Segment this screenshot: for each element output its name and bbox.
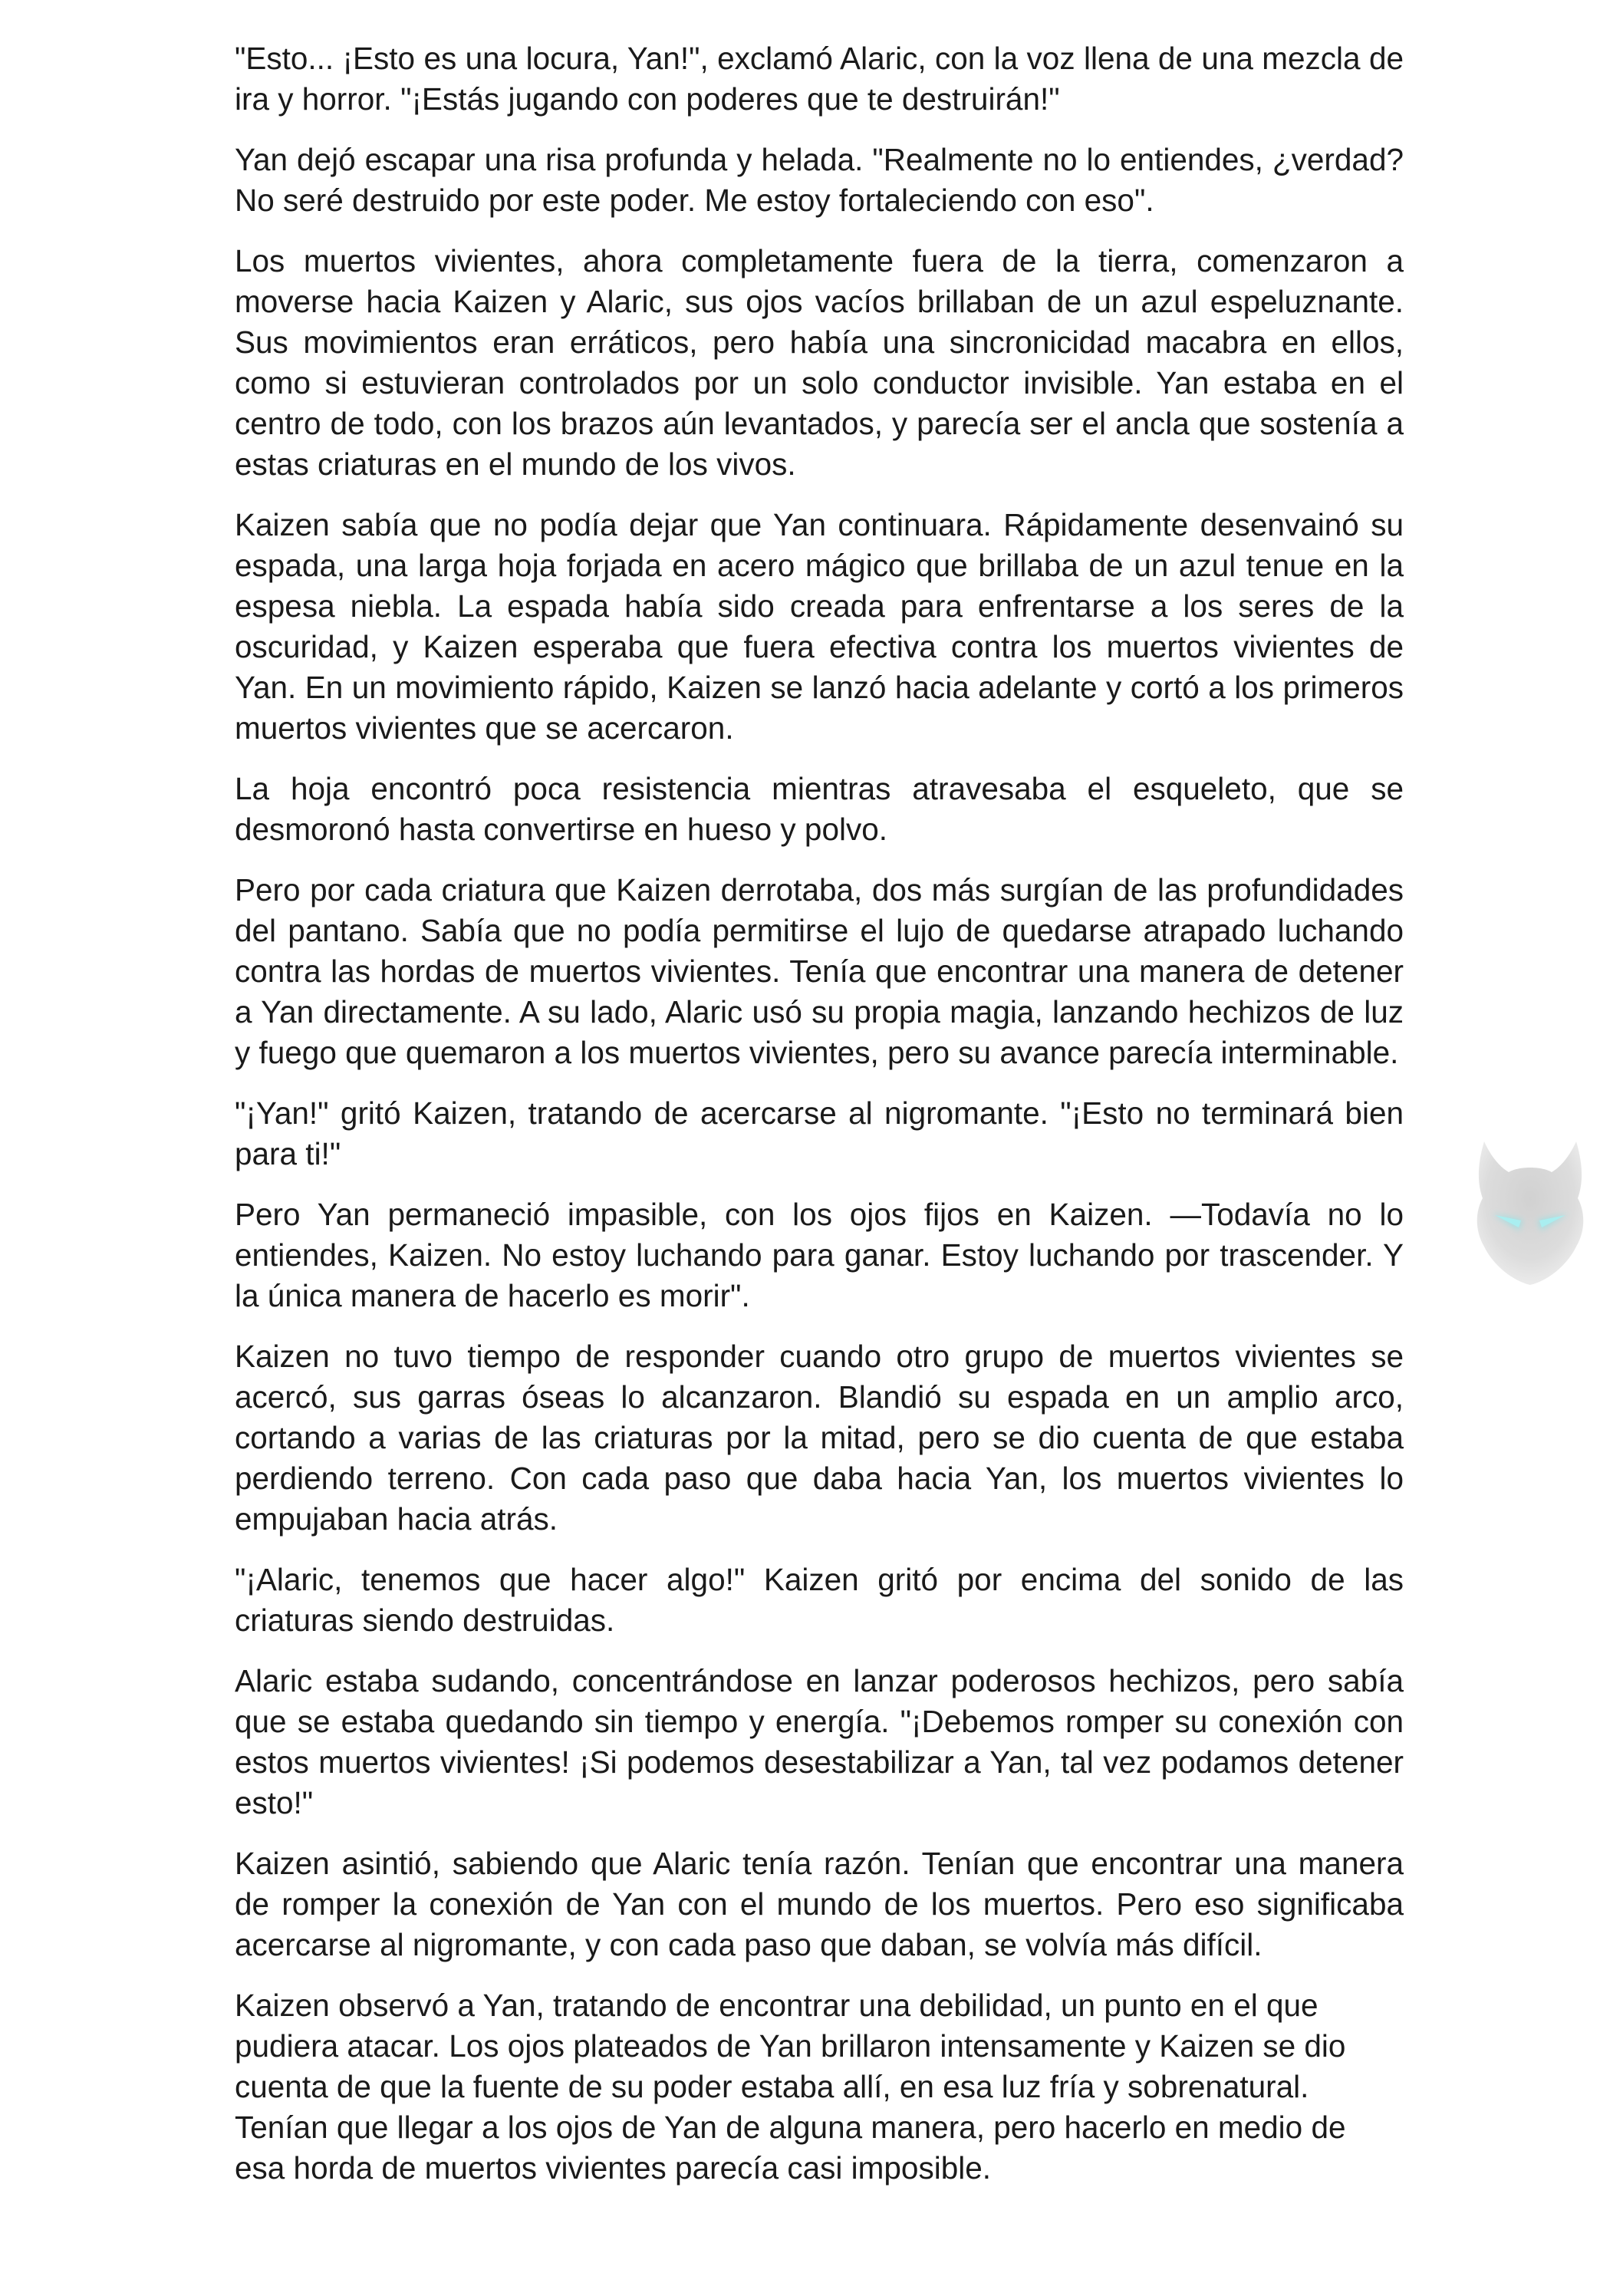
paragraph-9: Kaizen no tuvo tiempo de responder cuando otro grupo de muertos vivientes se acercó, sus garras óseas lo alcanzaron. Blandió su espada en un amplio arco, cortando a varias de las criaturas por la mitad, pero se dio cuenta de que estaba perdiendo terreno. Con cada paso que daba hacia Yan, los muertos vivientes lo empujaban hacia atrás. [235,1339,1404,1537]
paragraph-11: Alaric estaba sudando, concentrándose en lanzar poderosos hechizos, pero sabía que se estaba quedando sin tiempo y energía. "¡Debemos romper su conexión con estos muertos vivientes! ¡Si podemos desestabilizar a Yan, tal vez podamos detener esto!" [235,1663,1404,1820]
paragraph-3: Los muertos vivientes, ahora completamente fuera de la tierra, comenzaron a moverse hacia Kaizen y Alaric, sus ojos vacíos brillaban de un azul espeluznante. Sus movimientos eran erráticos, pero había una sincronicidad macabra en ellos, como si estuvieran controlados por un solo conductor invisible. Yan estaba en el centro de todo, con los brazos aún levantados, y parecía ser el ancla que sostenía a estas criaturas en el mundo de los vivos. [235,243,1404,482]
paragraph-12: Kaizen asintió, sabiendo que Alaric tenía razón. Tenían que encontrar una manera de romper la conexión de Yan con el mundo de los muertos. Pero eso significaba acercarse al nigromante, y con cada paso que daban, se volvía más difícil. [235,1846,1404,1962]
paragraph-1: "Esto... ¡Esto es una locura, Yan!", exclamó Alaric, con la voz llena de una mezcla de ira y horror. "¡Estás jugando con poderes que te destruirán!" [235,41,1404,117]
paragraph-2: Yan dejó escapar una risa profunda y helada. "Realmente no lo entiendes, ¿verdad? No seré destruido por este poder. Me estoy fortaleciendo con eso". [235,142,1404,218]
paragraph-13: Kaizen observó a Yan, tratando de encontrar una debilidad, un punto en el que pudiera atacar. Los ojos plateados de Yan brillaron intensamente y Kaizen se dio cuenta de que la fuente de su poder estaba allí, en esa luz fría y sobrenatural. Tenían que llegar a los ojos de Yan de alguna manera, pero hacerlo en medio de esa horda de muertos vivientes parecía casi imposible. [235,1988,1346,2186]
paragraph-8: Pero Yan permaneció impasible, con los ojos fijos en Kaizen. —Todavía no lo entiendes, Kaizen. No estoy luchando para ganar. Estoy luchando por trascender. Y la única manera de hacerlo es morir". [235,1197,1404,1313]
paragraph-5: La hoja encontró poca resistencia mientras atravesaba el esqueleto, que se desmoronó hasta convertirse en hueso y polvo. [235,771,1404,847]
paragraph-6: Pero por cada criatura que Kaizen derrotaba, dos más surgían de las profundidades del pantano. Sabía que no podía permitirse el lujo de quedarse atrapado luchando contra las hordas de muertos vivientes. Tenía que encontrar una manera de detener a Yan directamente. A su lado, Alaric usó su propia magia, lanzando hechizos de luz y fuego que quemaron a los muertos vivientes, pero su avance parecía interminable. [235,872,1404,1070]
paragraph-4: Kaizen sabía que no podía dejar que Yan continuara. Rápidamente desenvainó su espada, una larga hoja forjada en acero mágico que brillaba de un azul tenue en la espesa niebla. La espada había sido creada para enfrentarse a los seres de la oscuridad, y Kaizen esperaba que fuera efectiva contra los muertos vivientes de Yan. En un movimiento rápido, Kaizen se lanzó hacia adelante y cortó a los primeros muertos vivientes que se acercaron. [235,507,1404,746]
text-column [235,38,1404,2209]
paragraph-7: "¡Yan!" gritó Kaizen, tratando de acercarse al nigromante. "¡Esto no terminará bien para ti!" [235,1095,1404,1171]
demon-head-icon [1461,1128,1599,1296]
paragraph-10: "¡Alaric, tenemos que hacer algo!" Kaizen gritó por encima del sonido de las criaturas siendo destruidas. [235,1562,1404,1638]
